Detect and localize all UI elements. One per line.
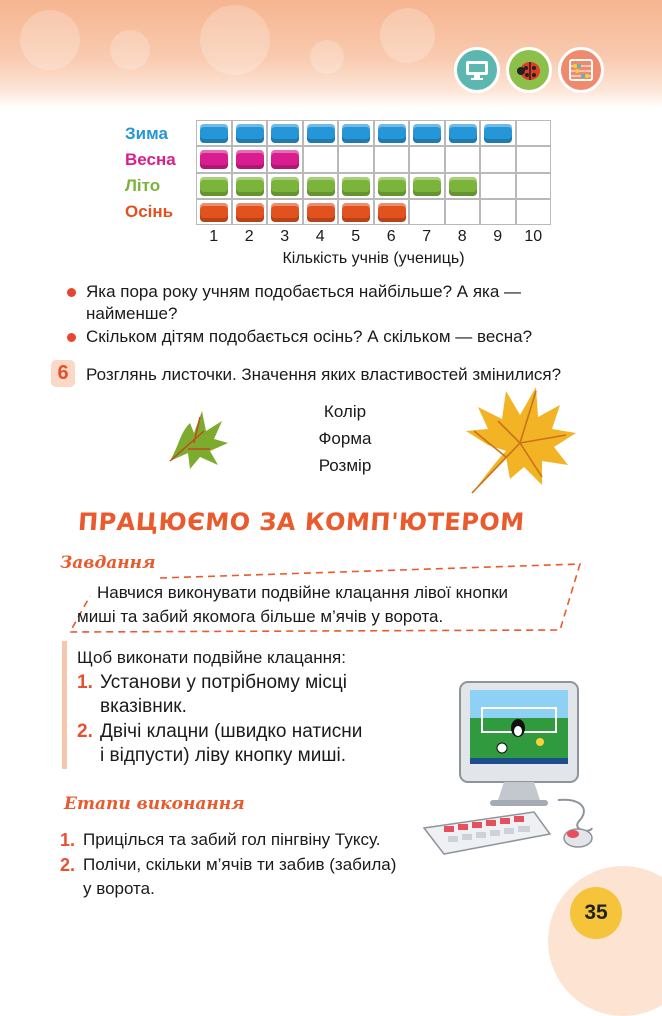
grid-cell [196, 199, 232, 225]
bar-block [307, 177, 335, 196]
header-bubble [20, 10, 80, 70]
grid-cell [303, 146, 339, 172]
grid-cell [303, 173, 339, 199]
grid-cell [303, 120, 339, 146]
grid-cell [480, 120, 516, 146]
bar-block [200, 177, 228, 196]
computer-illustration [420, 678, 610, 856]
grid-cell [338, 173, 374, 199]
grid-cell [267, 199, 303, 225]
chart-grid [196, 120, 551, 225]
bar-block [307, 203, 335, 222]
grid-cell [445, 120, 481, 146]
property-color: Колір [323, 402, 367, 421]
category-label: Зима [125, 124, 168, 143]
bar-block [236, 177, 264, 196]
property-size: Розмір [318, 456, 372, 475]
grid-cell [303, 199, 339, 225]
grid-cell [374, 146, 410, 172]
property-shape: Форма [318, 429, 372, 448]
step-line: вказівник. [100, 696, 187, 717]
header-bubble [380, 8, 435, 63]
x-tick-label: 1 [209, 228, 219, 245]
grid-cell [196, 146, 232, 172]
bar-block [449, 124, 477, 143]
x-tick-label: 5 [351, 228, 361, 245]
grid-cell [196, 120, 232, 146]
bar-block [200, 203, 228, 222]
grid-cell [267, 146, 303, 172]
step-line: Установи у потрібному місці [100, 672, 347, 693]
bar-block [236, 150, 264, 169]
task-line: миші та забий якомога більше м’ячів у ворота. [77, 607, 444, 626]
grid-cell [480, 173, 516, 199]
bar-block [378, 124, 406, 143]
bar-block [200, 150, 228, 169]
grid-cell [409, 146, 445, 172]
bar-block [484, 124, 512, 143]
computer-icon [454, 47, 500, 93]
step-line: і відпусти) ліву кнопку миші. [100, 745, 347, 766]
step-number: 2. [77, 721, 93, 742]
howto-intro: Щоб виконати подвійне клацання: [77, 648, 346, 667]
bar-block [200, 124, 228, 143]
bar-block [271, 177, 299, 196]
bar-block [378, 203, 406, 222]
bullet-icon [67, 333, 76, 342]
stage-line: Полічи, скільки м’ячів ти забив (забила) [83, 855, 397, 874]
question-line: Яка пора року учням подобається найбільше? А яка — [86, 282, 522, 301]
bar-block [271, 150, 299, 169]
x-tick-label: 4 [315, 228, 325, 245]
large-yellow-leaf-icon [458, 381, 578, 499]
page-number: 35 [570, 887, 622, 939]
bar-block [378, 177, 406, 196]
stage-number: 1. [60, 830, 76, 850]
grid-cell [516, 146, 552, 172]
stage-number: 2. [60, 855, 76, 875]
stage-line: Прицілься та забий гол пінгвіну Туксу. [83, 830, 381, 849]
grid-cell [232, 173, 268, 199]
grid-cell [516, 120, 552, 146]
x-tick-label: 6 [386, 228, 396, 245]
grid-cell [480, 146, 516, 172]
grid-cell [445, 173, 481, 199]
bar-block [342, 177, 370, 196]
x-tick-label: 10 [524, 228, 543, 245]
grid-cell [232, 199, 268, 225]
category-label: Весна [125, 150, 176, 169]
x-tick-label: 8 [457, 228, 467, 245]
bar-block [271, 124, 299, 143]
header-bubble [200, 5, 270, 75]
bar-block [307, 124, 335, 143]
task-text: Розглянь листочки. Значення яких властивостей змінилися? [86, 365, 562, 384]
howto-side-bar [62, 641, 67, 769]
grid-cell [409, 173, 445, 199]
section-title: ПРАЦЮЄМО ЗА КОМП'ЮТЕРОМ [77, 508, 526, 536]
grid-cell [267, 173, 303, 199]
grid-cell [409, 199, 445, 225]
bar-block [413, 124, 441, 143]
grid-cell [374, 120, 410, 146]
grid-cell [409, 120, 445, 146]
x-tick-label: 9 [493, 228, 503, 245]
grid-cell [267, 120, 303, 146]
grid-cell [338, 199, 374, 225]
step-number: 1. [77, 672, 93, 693]
bar-block [271, 203, 299, 222]
task-heading: Завдання [60, 553, 156, 573]
grid-cell [232, 120, 268, 146]
x-tick-label: 2 [244, 228, 254, 245]
grid-cell [445, 199, 481, 225]
grid-cell [232, 146, 268, 172]
question-line: Скільком дітям подобається осінь? А скільком — весна? [86, 327, 533, 346]
stage-line: у ворота. [83, 879, 155, 898]
grid-cell [480, 199, 516, 225]
grid-cell [516, 199, 552, 225]
x-axis-title: Кількість учнів (учениць) [282, 250, 465, 267]
grid-cell [374, 173, 410, 199]
bar-block [413, 177, 441, 196]
grid-cell [196, 173, 232, 199]
task-line: Навчися виконувати подвійне клацання лівої кнопки [97, 583, 509, 602]
grid-cell [374, 199, 410, 225]
bar-block [342, 203, 370, 222]
ladybug-icon [506, 47, 552, 93]
abacus-icon [558, 47, 604, 93]
x-tick-label: 7 [422, 228, 432, 245]
grid-cell [338, 146, 374, 172]
small-green-leaf-icon [160, 403, 230, 471]
bar-block [342, 124, 370, 143]
category-label: Літо [125, 176, 161, 195]
grid-cell [445, 146, 481, 172]
header-bubble [110, 30, 150, 70]
header-bubble [310, 40, 344, 74]
bar-block [236, 203, 264, 222]
task-number-badge: 6 [51, 360, 75, 387]
category-label: Осінь [125, 202, 174, 221]
step-line: Двічі клацни (швидко натисни [100, 721, 363, 742]
stages-heading: Етапи виконання [64, 794, 245, 814]
x-tick-label: 3 [280, 228, 290, 245]
bullet-icon [67, 288, 76, 297]
question-line: найменше? [86, 304, 178, 323]
bar-block [236, 124, 264, 143]
grid-cell [516, 173, 552, 199]
grid-cell [338, 120, 374, 146]
bar-block [449, 177, 477, 196]
